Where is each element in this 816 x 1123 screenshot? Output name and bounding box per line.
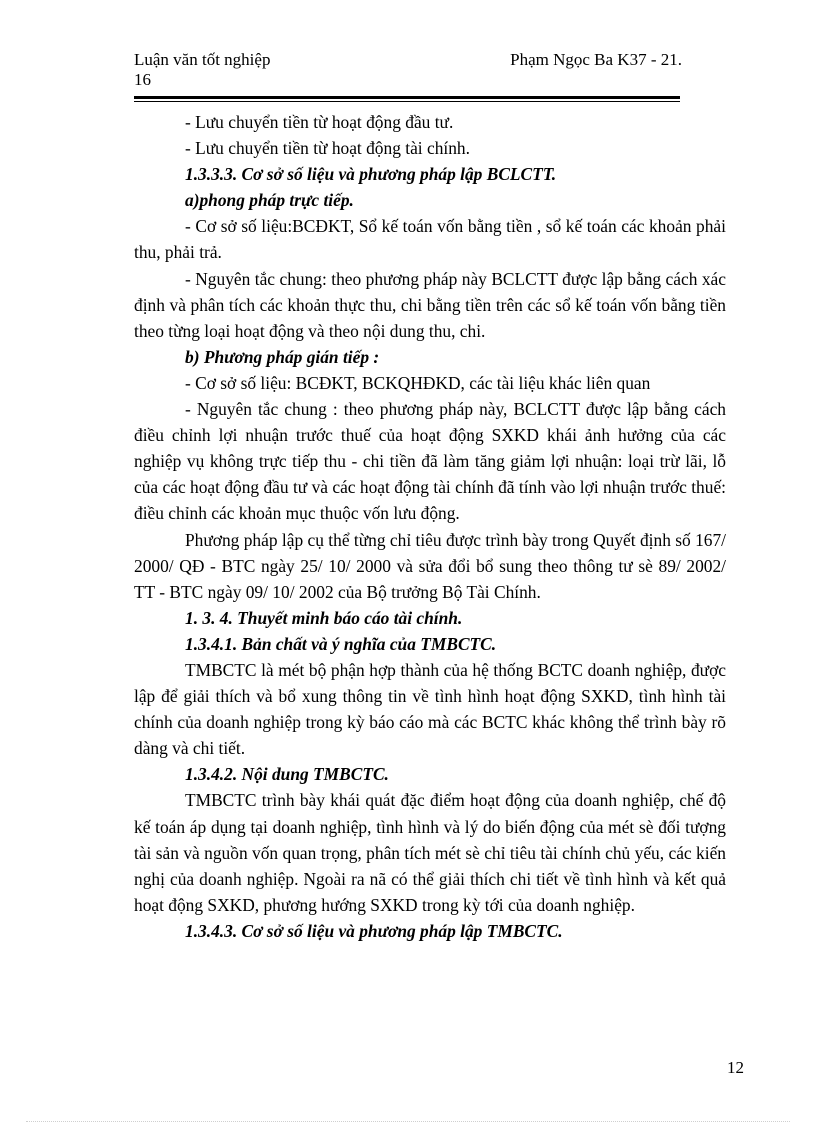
paragraph-direct-data-basis: - Cơ sở số liệu:BCĐKT, Sổ kế toán vốn bằng tiền , sổ kế toán các khoản phải thu, phải trả.	[134, 216, 726, 263]
paragraph-indirect-data-basis: - Cơ sở số liệu: BCĐKT, BCKQHĐKD, các tài liệu khác liên quan	[185, 372, 651, 393]
heading-1-3-3-3: 1.3.3.3. Cơ sở số liệu và phương pháp lập BCLCTT.	[185, 164, 557, 185]
subheading-direct-method	[185, 187, 726, 213]
subheading-direct-method-text: a)phong pháp trực tiếp.	[185, 190, 354, 211]
paragraph-tmbctc-content: TMBCTC trình bày khái quát đặc điểm hoạt động của doanh nghiệp, chế độ kế toán áp dụng tại doanh nghiệp, tình hình và lý do biến động của mét sè đối tượng tài sản và nguồn vốn quan trọng, phân tích mét sè chỉ tiêu tài chính chủ yếu, các kiến nghị của doanh nghiệp. Ngoài ra nã có thể giải thích chi tiết về tình hình và kết quả hoạt động SXKD, phương hướng SXKD trong kỳ tới của doanh nghiệp.	[134, 790, 726, 915]
header-author: Phạm Ngọc Ba K37 - 21.	[510, 50, 682, 69]
header-thesis-label: Luận văn tốt nghiệp	[134, 50, 271, 69]
header-divider-thick	[134, 96, 680, 99]
heading-1-3-4-1: 1.3.4.1. Bản chất và ý nghĩa của TMBCTC.	[185, 633, 497, 654]
page-header	[134, 50, 684, 90]
paragraph-financing-flow: - Lưu chuyển tiền từ hoạt động tài chính.	[185, 138, 470, 159]
page-number: 12	[727, 1058, 744, 1077]
heading-1-3-4: 1. 3. 4. Thuyết minh báo cáo tài chính.	[185, 607, 463, 628]
paragraph-indirect-principle: - Nguyên tắc chung : theo phương pháp này, BCLCTT được lập bằng cách điều chỉnh lợi nhuận trước thuế của hoạt động SXKD khái ảnh hưởng của các nghiệp vụ không trực tiếp thu - chi tiền đã làm tăng giảm lợi nhuận: loại trừ lãi, lỗ của các hoạt động đầu tư và các hoạt động tài chính đã tính vào lợi nhuận trước thuế: điều chỉnh các khoản mục thuộc vốn lưu động.	[134, 399, 726, 524]
body-text	[134, 109, 726, 944]
subheading-indirect-method: b) Phương pháp gián tiếp :	[185, 346, 380, 367]
header-divider-thin	[134, 101, 680, 102]
heading-1-3-4-2: 1.3.4.2. Nội dung TMBCTC.	[185, 764, 389, 785]
paragraph-method-details: Phương pháp lập cụ thể từng chỉ tiêu được trình bày trong Quyết định số 167/ 2000/ QĐ - BTC ngày 25/ 10/ 2000 và sửa đổi bổ sung theo thông tư sè 89/ 2002/ TT - BTC ngày 09/ 10/ 2002 của Bộ trưởng Bộ Tài Chính.	[134, 529, 726, 602]
header-number: 16	[134, 70, 151, 89]
paragraph-investing-flow: - Lưu chuyển tiền từ hoạt động đầu tư.	[185, 112, 454, 132]
paragraph-tmbctc-nature: TMBCTC là mét bộ phận hợp thành của hệ thống BCTC doanh nghiệp, được lập để giải thích và bổ xung thông tin về tình hình hoạt động SXKD, tình hình tài chính của doanh nghiệp trong kỳ báo cáo mà các BCTC khác không thể trình bày rõ dàng và chi tiết.	[134, 659, 726, 759]
heading-1-3-4-3: 1.3.4.3. Cơ sở số liệu và phương pháp lập TMBCTC.	[185, 920, 563, 941]
paragraph-direct-principle: - Nguyên tắc chung: theo phương pháp này BCLCTT được lập bằng cách xác định và phân tích các khoản thực thu, chi bằng tiền trên các sổ kế toán vốn bằng tiền theo từng loại hoạt động và theo nội dung thu, chi.	[134, 268, 726, 341]
page-bottom-border	[26, 1121, 790, 1122]
